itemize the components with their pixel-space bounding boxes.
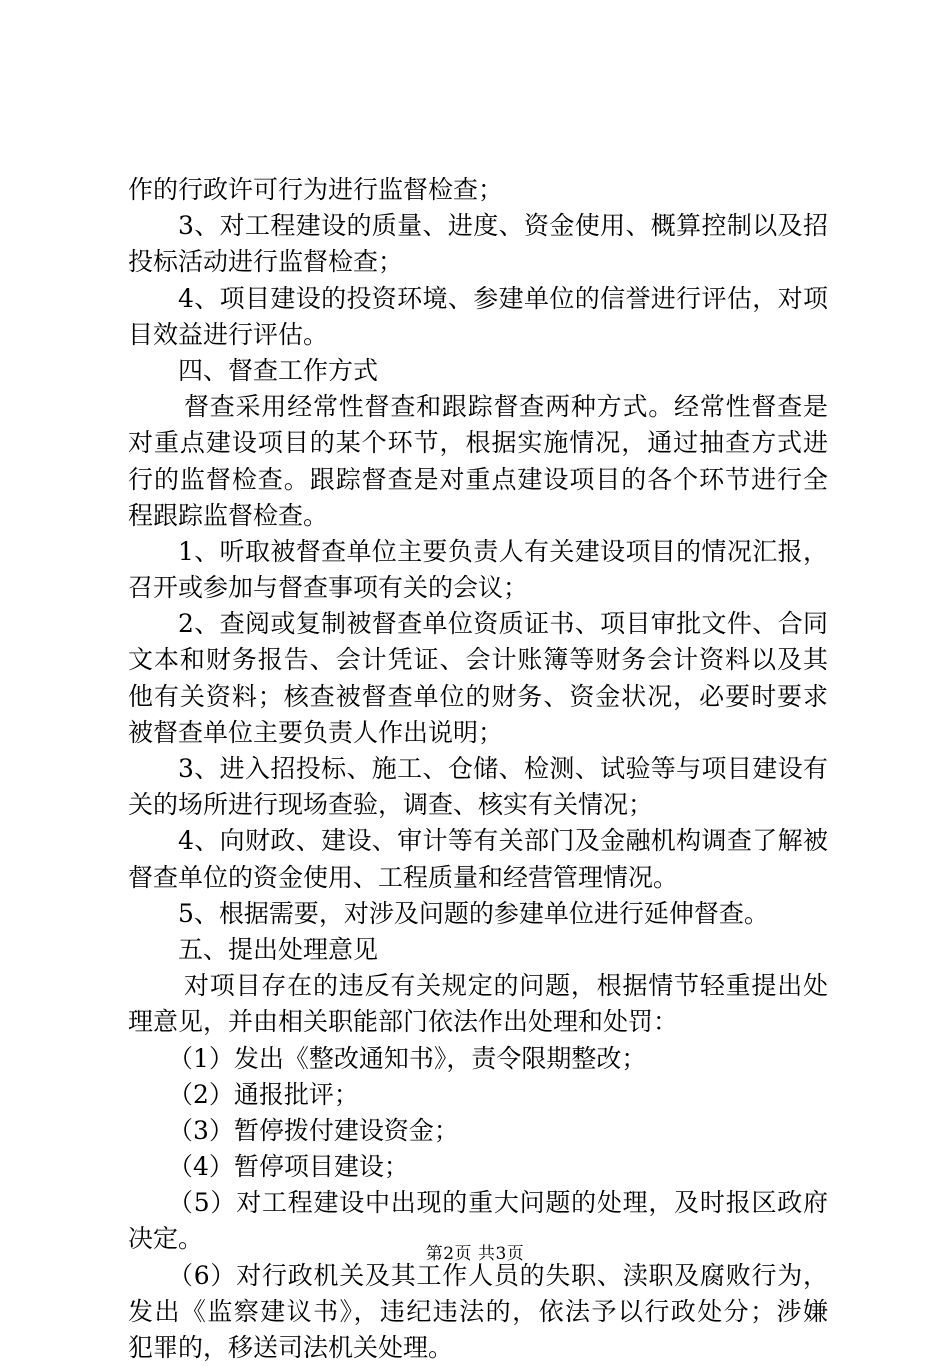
text-line: 3、进入招投标、施工、仓储、检测、试验等与项目建设有 (178, 754, 828, 783)
text-line: 理意见，并由相关职能部门依法作出处理和处罚： (128, 1007, 679, 1037)
text-line: （1）发出《整改通知书》，责令限期整改； (168, 1043, 647, 1073)
text-line: 督查单位的资金使用、工程质量和经营管理情况。 (128, 862, 679, 892)
text-line: 4、项目建设的投资环境、参建单位的信誉进行评估，对项 (178, 283, 828, 313)
text-line: 文本和财务报告、会计凭证、会计账簿等财务会计资料以及其 (128, 645, 828, 675)
text-line: 督查采用经常性督查和跟踪督查两种方式。经常性督查是 (184, 392, 828, 422)
section-heading: 五、提出处理意见 (178, 934, 379, 964)
text-line: 1、听取被督查单位主要负责人有关建设项目的情况汇报， (178, 536, 828, 566)
text-line: 作的行政许可行为进行监督检查； (128, 175, 504, 204)
text-line: 投标活动进行监督检查； (128, 247, 404, 277)
text-line: 发出《监察建议书》，违纪违法的，依法予以行政处分；涉嫌 (128, 1296, 828, 1326)
text-line: 被督查单位主要负责人作出说明； (128, 717, 504, 747)
text-line: （5）对工程建设中出现的重大问题的处理，及时报区政府 (168, 1188, 828, 1218)
text-line: （4）暂停项目建设； (168, 1152, 409, 1182)
text-line: 决定。 (128, 1224, 204, 1254)
text-line: 5、根据需要，对涉及问题的参建单位进行延伸督查。 (178, 898, 769, 928)
text-line: （3）暂停拨付建设资金； (168, 1115, 459, 1145)
text-line: 犯罪的，移送司法机关处理。 (128, 1333, 454, 1362)
section-heading: 四、督查工作方式 (178, 355, 379, 385)
text-line: 关的场所进行现场查验，调查、核实有关情况； (128, 790, 654, 820)
page-number-footer: 第2页 共3页 (425, 1244, 525, 1264)
text-line: 程跟踪监督检查。 (128, 500, 329, 530)
text-line: 行的监督检查。跟踪督查是对重点建设项目的各个环节进行全 (128, 464, 828, 494)
document-body (128, 172, 828, 1366)
text-line: 对重点建设项目的某个环节，根据实施情况，通过抽查方式进 (128, 428, 828, 458)
text-line: 2、查阅或复制被督查单位资质证书、项目审批文件、合同 (178, 609, 828, 639)
text-line: （6）对行政机关及其工作人员的失职、渎职及腐败行为， (168, 1260, 828, 1290)
text-line: 目效益进行评估。 (128, 319, 329, 349)
text-line: 4、向财政、建设、审计等有关部门及金融机构调查了解被 (178, 826, 828, 856)
text-line: （2）通报批评； (168, 1079, 359, 1109)
text-line: 对项目存在的违反有关规定的问题，根据情节轻重提出处 (184, 971, 828, 1001)
text-line: 召开或参加与督查事项有关的会议； (128, 573, 529, 603)
text-line: 3、对工程建设的质量、进度、资金使用、概算控制以及招 (178, 211, 828, 241)
text-line: 他有关资料；核查被督查单位的财务、资金状况，必要时要求 (128, 681, 828, 711)
